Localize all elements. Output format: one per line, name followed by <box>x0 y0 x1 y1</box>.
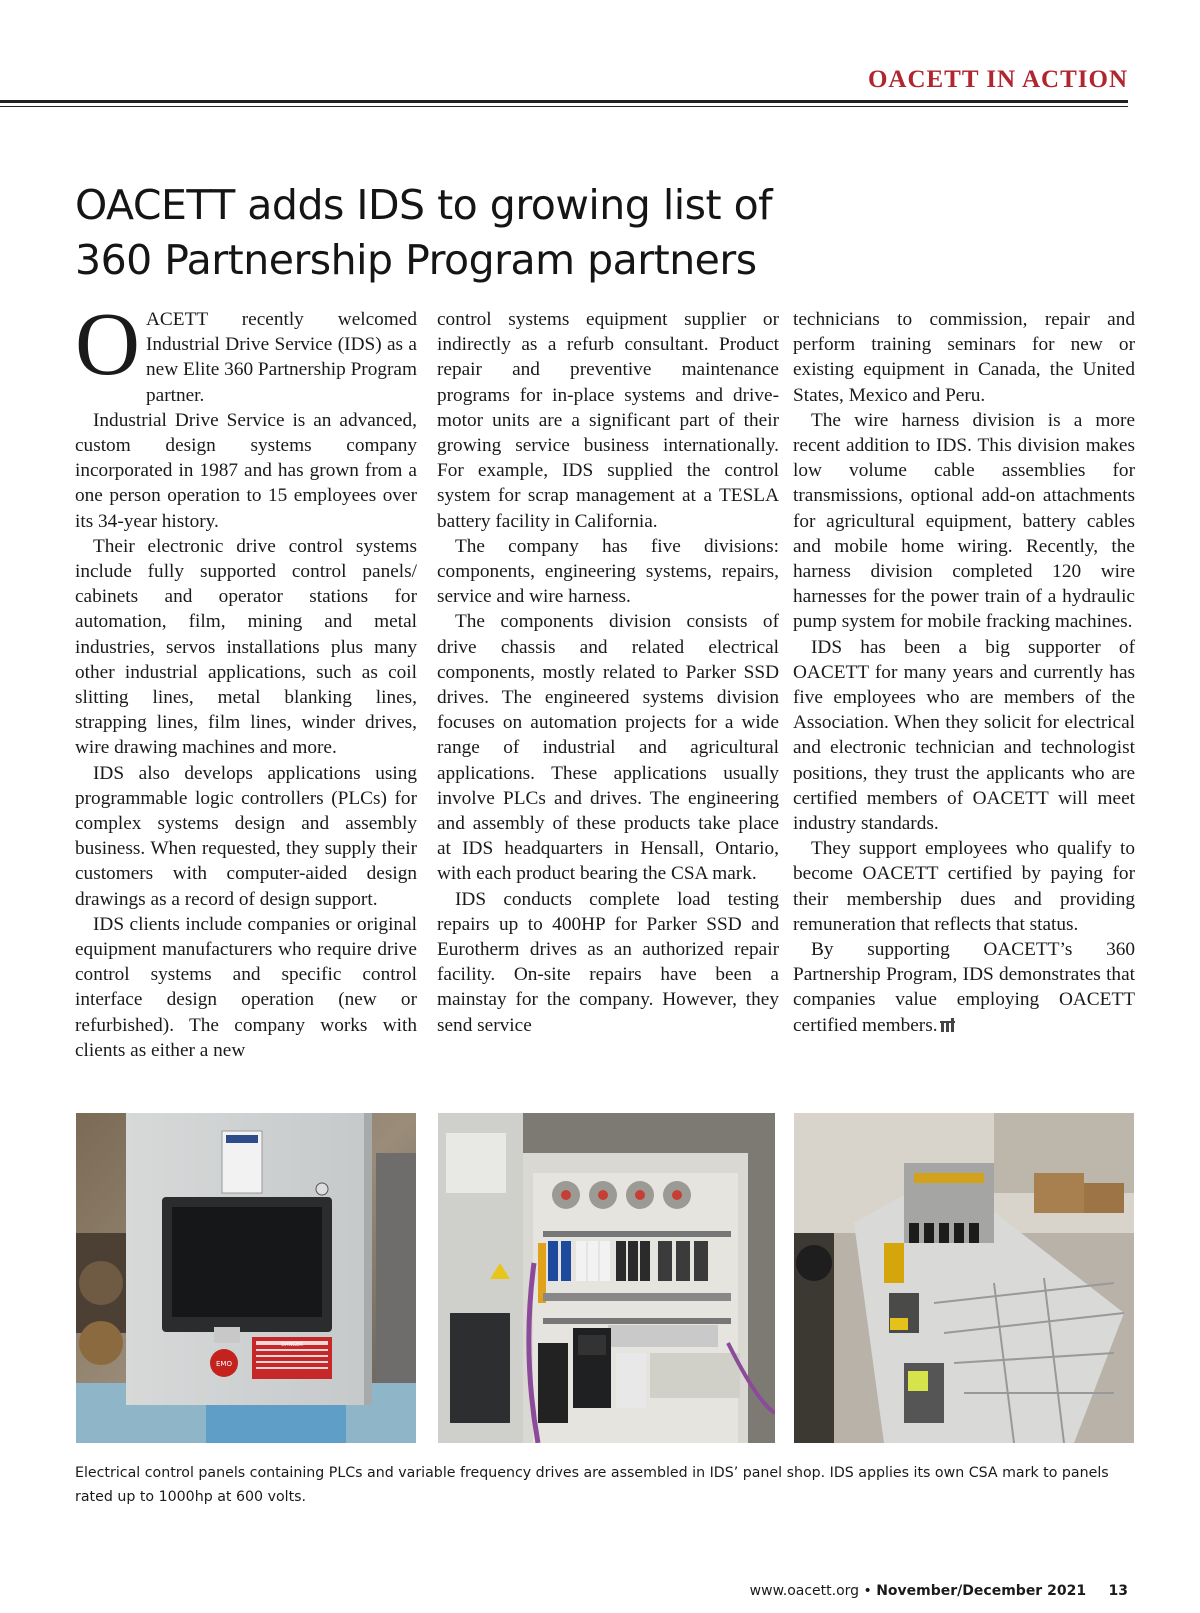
photo-open-cabinet <box>438 1113 775 1443</box>
emo-button-label: EMO <box>216 1360 232 1368</box>
paragraph: The wire harness division is a more recent addition to IDS. This division makes low volume cable assemblies for transmissions, optional add-on attachments for agricultural equipment, battery cables and mobile home wiring. Recently, the harness division completed 120 wire harnesses for the power train of a hydraulic pump system for mobile fracking machines. <box>793 409 1135 633</box>
paragraph <box>75 295 417 408</box>
page-footer <box>750 1583 1128 1599</box>
photo-workshop-drives <box>794 1113 1134 1443</box>
page-number: 13 <box>1108 1583 1128 1599</box>
headline-line-1: OACETT adds IDS to growing list of <box>75 181 773 229</box>
article-headline <box>75 178 795 288</box>
paragraph-text: By supporting OACETT’s 360 Partnership Program, IDS demonstrates that companies value employing OACETT certified members. <box>793 939 1135 1036</box>
drop-cap: O <box>75 295 140 394</box>
section-label: OACETT IN ACTION <box>867 66 1128 93</box>
photo-control-panel <box>76 1113 416 1443</box>
paragraph: They support employees who qualify to become OACETT certified by paying for their membership dues and providing remuneration that reflects that status. <box>793 838 1135 935</box>
footer-url[interactable]: www.oacett.org <box>749 1583 860 1599</box>
paragraph: technicians to commission, repair and perform training seminars for new or existing equipment in Canada, the United States, Mexico and Peru. <box>793 309 1135 406</box>
column-1 <box>75 295 417 1063</box>
paragraph: Industrial Drive Service is an advanced, custom design systems company incorporated in 1987 and has grown from a one person operation to 15 employees over its 34-year history. <box>75 409 417 532</box>
paragraph: The components division consists of drive chassis and related electrical components, mostly related to Parker SSD drives. The engineered systems division focuses on automation projects for a wide range of industrial and agricultural applications. These applications usually involve PLCs and drives. The engineering and assembly of these products take place at IDS headquarters in Hensall, Ontario, with each product bearing the CSA mark. <box>437 611 779 885</box>
paragraph <box>793 937 1135 1038</box>
headline-line-2: 360 Partnership Program partners <box>75 236 757 284</box>
paragraph-text: ACETT recently welcomed Industrial Drive Service (IDS) as a new Elite 360 Partnership Program partner. <box>146 309 417 406</box>
paragraph: IDS also develops applications using programmable logic controllers (PLCs) for complex systems design and assembly business. When requested, they supply their customers with computer-aided design drawings as a record of design support. <box>75 762 417 910</box>
article-body <box>75 295 1135 1087</box>
paragraph: IDS clients include companies or original equipment manufacturers who require drive control systems and specific control interface design operation (new or refurbished). The company works with clients as either a new <box>75 913 417 1061</box>
column-2 <box>437 307 779 1038</box>
column-3 <box>793 307 1135 1038</box>
paragraph: control systems equipment supplier or indirectly as a refurb consultant. Product repair and preventive maintenance programs for in-place systems and drive-motor units are a significant part of their growing service business internationally. For example, IDS supplied the control system for scrap management at a TESLA battery facility in California. <box>437 309 779 532</box>
photo-caption: Electrical control panels containing PLCs and variable frequency drives are assembled in IDS’ panel shop. IDS applies its own CSA mark to panels rated up to 1000hp at 600 volts. <box>75 1465 1109 1505</box>
header-rule-thin <box>0 106 1128 107</box>
header-rule <box>0 100 1128 103</box>
paragraph: The company has five divisions: components, engineering systems, repairs, service and wire harness. <box>437 535 779 608</box>
footer-issue: November/December 2021 <box>876 1583 1087 1599</box>
paragraph: Their electronic drive control systems include fully supported control panels/ cabinets and operator stations for automation, film, mining and metal industries, servos installations plus many other industrial applications, such as coil slitting lines, metal blanking lines, strapping lines, film lines, winder drives, wire drawing machines and more. <box>75 535 417 759</box>
danger-label: DANGER <box>281 1342 303 1348</box>
paragraph: IDS conducts complete load testing repairs up to 400HP for Parker SSD and Eurotherm drives as an authorized repair facility. On-site repairs have been a mainstay for the company. However, they send service <box>437 888 779 1036</box>
footer-separator: • <box>863 1583 872 1599</box>
oacett-end-mark-icon <box>940 1018 955 1032</box>
paragraph: IDS has been a big supporter of OACETT for many years and currently has five employees who are members of the Association. When they solicit for electrical and electronic technician and technologist positions, they trust the applicants who are certified members of OACETT will meet industry standards. <box>793 636 1135 835</box>
